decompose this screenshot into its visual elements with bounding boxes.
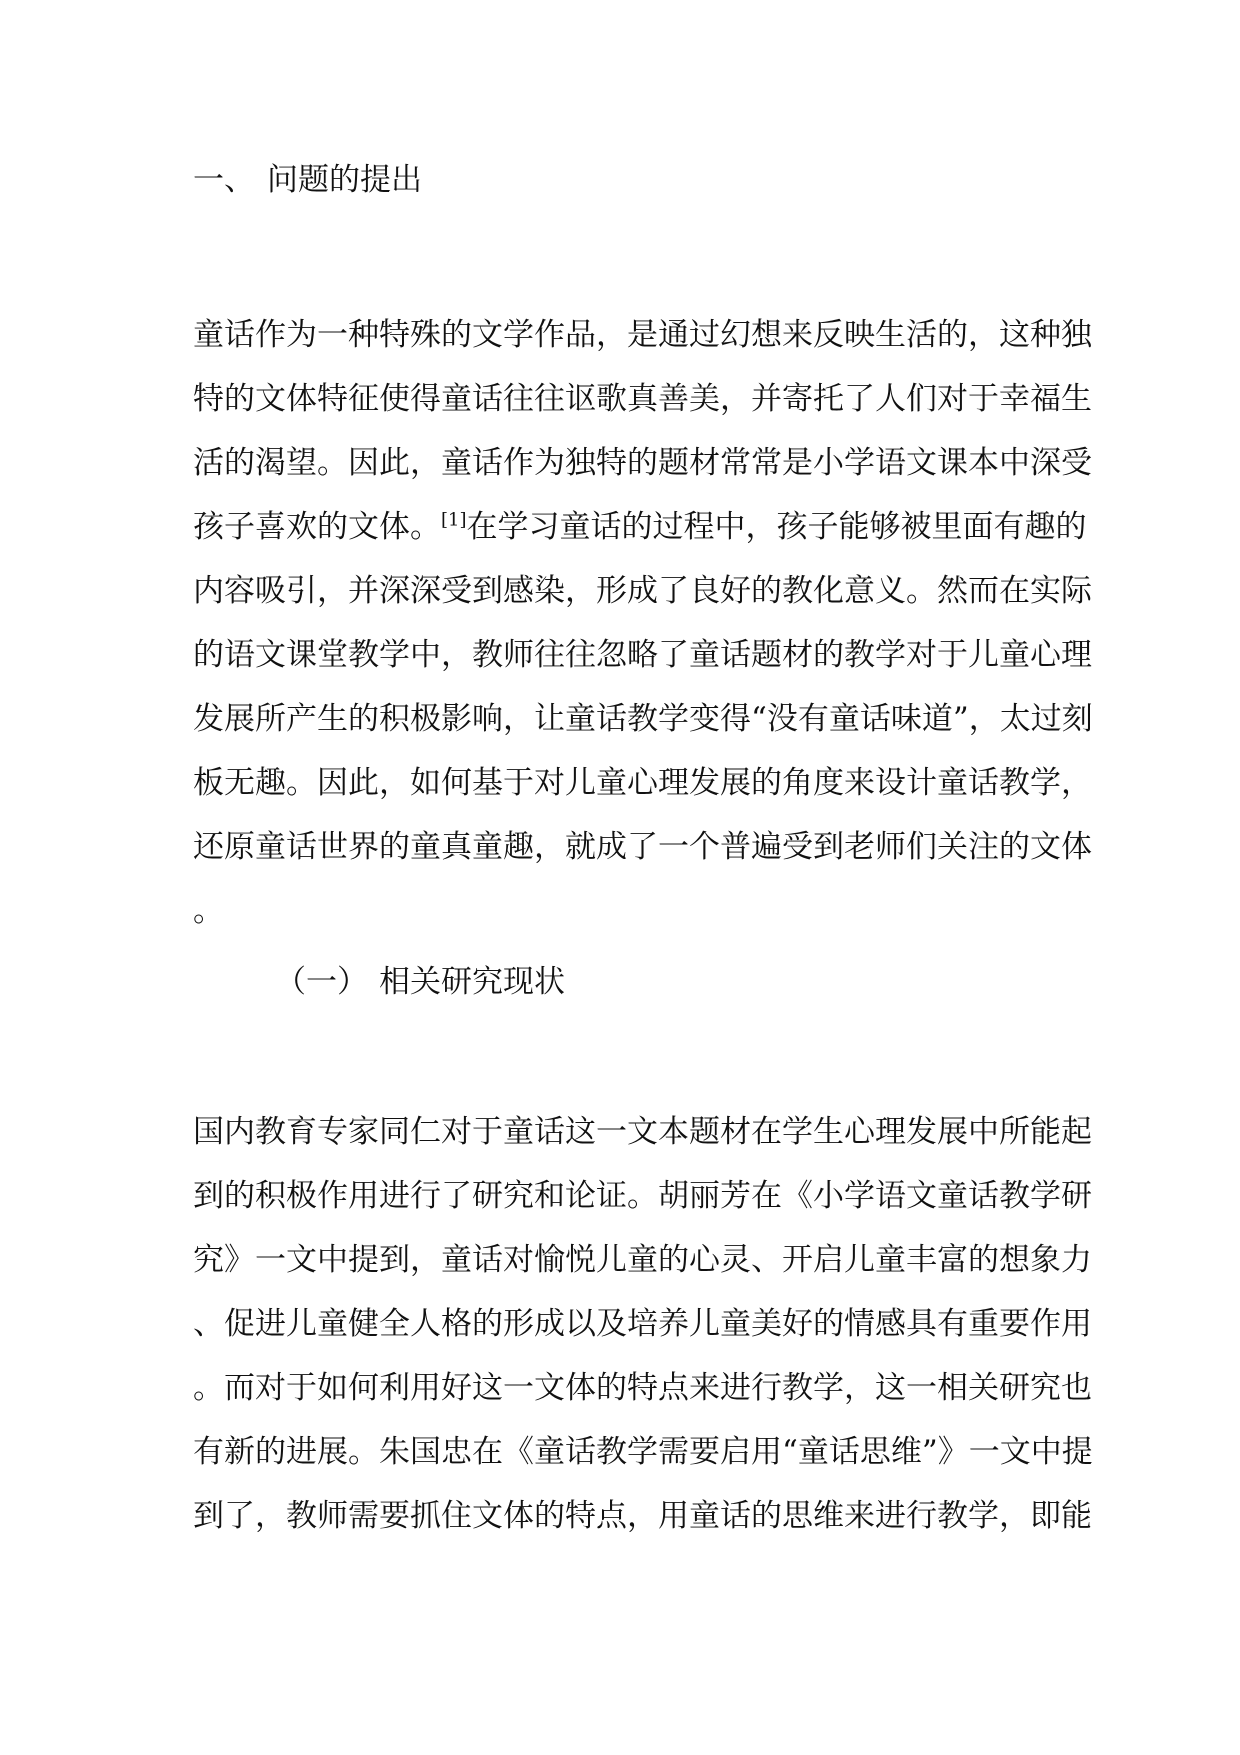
text-line: 特的文体特征使得童话往往讴歌真善美，并寄托了人们对于幸福生 xyxy=(193,381,1092,417)
citation-marker: [1] xyxy=(441,509,467,531)
text-line: 。而对于如何利用好这一文体的特点来进行教学，这一相关研究也 xyxy=(193,1370,1092,1406)
text-line: 国内教育专家同仁对于童话这一文本题材在学生心理发展中所能起 xyxy=(193,1114,1092,1150)
section-number: （一） xyxy=(275,964,368,1000)
text-line: 、促进儿童健全人格的形成以及培养儿童美好的情感具有重要作用 xyxy=(193,1306,1092,1342)
text-line: 。 xyxy=(193,893,224,929)
text-line: 内容吸引，并深深受到感染，形成了良好的教化意义。然而在实际 xyxy=(193,573,1092,609)
text-line: 童话作为一种特殊的文学作品，是通过幻想来反映生活的，这种独 xyxy=(193,317,1092,353)
section-title: 相关研究现状 xyxy=(379,964,565,1000)
section-number: 一、 xyxy=(193,162,255,198)
text-line: 还原童话世界的童真童趣，就成了一个普遍受到老师们关注的文体 xyxy=(193,829,1092,865)
section-heading-2 xyxy=(275,962,565,1002)
text-line: 到的积极作用进行了研究和论证。胡丽芳在《小学语文童话教学研 xyxy=(193,1178,1092,1214)
text-segment: 孩子喜欢的文体。 xyxy=(193,509,441,545)
text-line: 板无趣。因此，如何基于对儿童心理发展的角度来设计童话教学， xyxy=(193,765,1092,801)
text-line: 的语文课堂教学中，教师往往忽略了童话题材的教学对于儿童心理 xyxy=(193,637,1092,673)
text-line-with-citation xyxy=(193,507,1087,571)
text-line: 到了，教师需要抓住文体的特点，用童话的思维来进行教学，即能 xyxy=(193,1498,1092,1534)
paragraph-intro xyxy=(193,315,1093,955)
paragraph-research-status xyxy=(193,1112,1093,1560)
text-line: 究》一文中提到，童话对愉悦儿童的心灵、开启儿童丰富的想象力 xyxy=(193,1242,1092,1278)
section-title: 问题的提出 xyxy=(267,162,422,198)
text-line: 发展所产生的积极影响，让童话教学变得“没有童话味道”，太过刻 xyxy=(193,701,1093,737)
section-heading-1 xyxy=(193,160,422,200)
text-segment: 在学习童话的过程中，孩子能够被里面有趣的 xyxy=(466,509,1087,545)
text-line: 有新的进展。朱国忠在《童话教学需要启用“童话思维”》一文中提 xyxy=(193,1434,1093,1470)
text-line: 活的渴望。因此，童话作为独特的题材常常是小学语文课本中深受 xyxy=(193,445,1092,481)
